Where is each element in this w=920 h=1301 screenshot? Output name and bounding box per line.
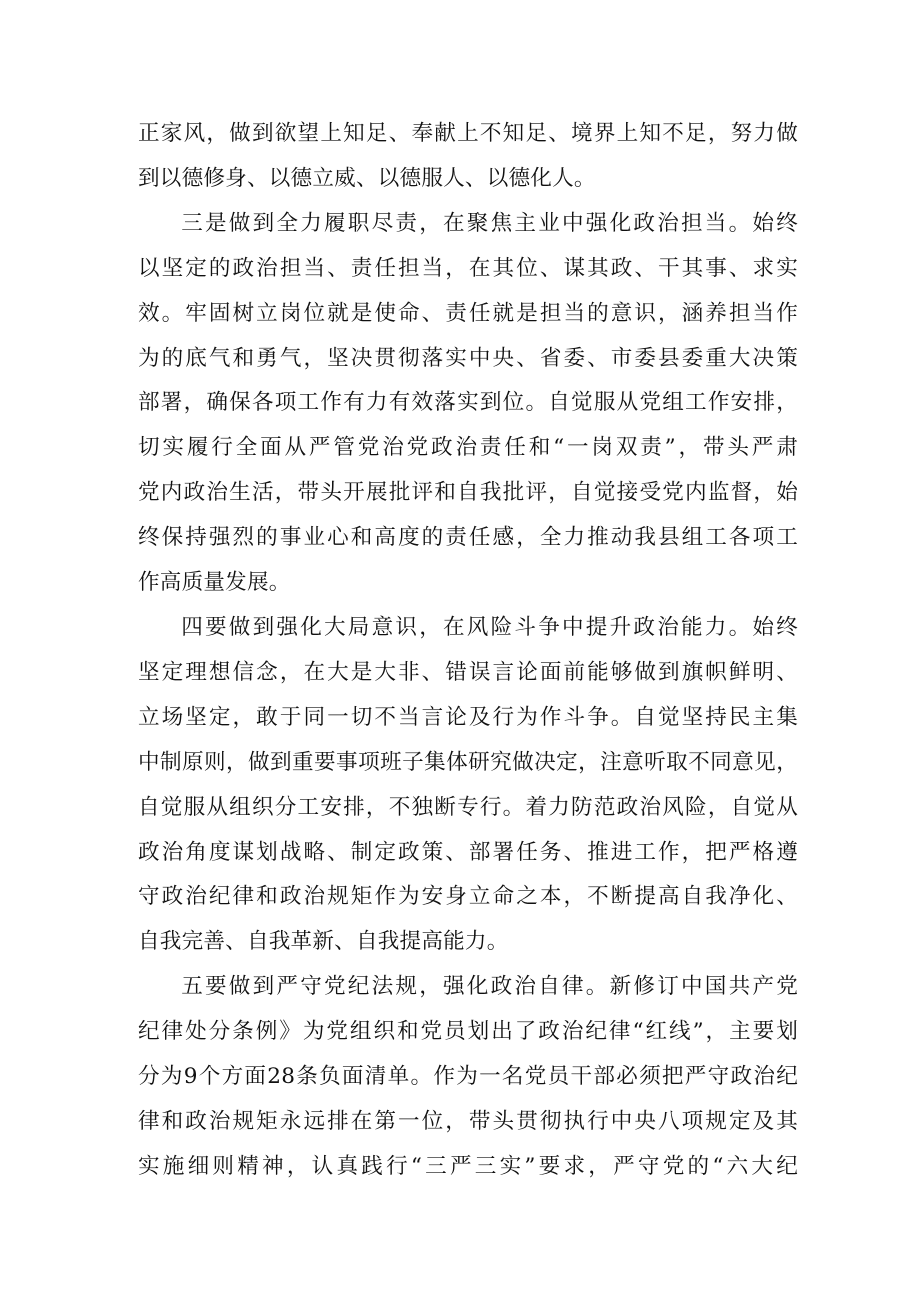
text-line: 政治角度谋划战略、制定政策、部署任务、推进工作，把严格遵 xyxy=(138,839,798,865)
text-line: 中制原则，做到重要事项班子集体研究做决定，注意听取不同意见， xyxy=(138,749,798,775)
text-line: 纪律处分条例》为党组织和党员划出了政治纪律“红线”，主要划 xyxy=(138,1019,798,1045)
paragraph-4 xyxy=(138,965,798,1190)
text-line: 效。牢固树立岗位就是使命、责任就是担当的意识，涵养担当作 xyxy=(138,300,798,326)
text-line: 正家风，做到欲望上知足、奉献上不知足、境界上知不足，努力做 xyxy=(138,121,798,146)
text-line: 坚定理想信念，在大是大非、错误言论面前能够做到旗帜鲜明、 xyxy=(138,659,798,685)
text-line: 终保持强烈的事业心和高度的责任感，全力推动我县组工各项工 xyxy=(138,525,798,551)
paragraph-3 xyxy=(138,606,798,965)
text-line: 自觉服从组织分工安排，不独断专行。着力防范政治风险，自觉从 xyxy=(138,794,798,820)
document-body xyxy=(138,112,798,1190)
text-line: 以坚定的政治担当、责任担当，在其位、谋其政、干其事、求实 xyxy=(138,255,798,281)
text-line: 律和政治规矩永远排在第一位，带头贯彻执行中央八项规定及其 xyxy=(138,1108,798,1134)
text-line: 自我完善、自我革新、自我提高能力。 xyxy=(138,929,509,955)
text-line: 切实履行全面从严管党治党政治责任和“一岗双责”，带头严肃 xyxy=(138,435,798,461)
paragraph-1 xyxy=(138,112,798,202)
text-line: 部署，确保各项工作有力有效落实到位。自觉服从党组工作安排， xyxy=(138,390,798,416)
text-line: 五要做到严守党纪法规，强化政治自律。新修订中国共产党 xyxy=(181,974,798,1000)
text-line: 到以德修身、以德立威、以德服人、以德化人。 xyxy=(138,165,596,191)
text-line: 三是做到全力履职尽责，在聚焦主业中强化政治担当。始终 xyxy=(181,210,798,236)
text-line: 分为9个方面28条负面清单。作为一名党员干部必须把严守政治纪 xyxy=(138,1064,798,1090)
text-line: 四要做到强化大局意识，在风险斗争中提升政治能力。始终 xyxy=(181,614,798,640)
text-line: 守政治纪律和政治规矩作为安身立命之本，不断提高自我净化、 xyxy=(138,884,798,910)
paragraph-2 xyxy=(138,202,798,606)
text-line: 为的底气和勇气，坚决贯彻落实中央、省委、市委县委重大决策 xyxy=(138,345,798,371)
text-line: 实施细则精神，认真践行“三严三实”要求，严守党的“六大纪 xyxy=(138,1153,798,1179)
text-line: 作高质量发展。 xyxy=(138,570,291,596)
text-line: 立场坚定，敢于同一切不当言论及行为作斗争。自觉坚持民主集 xyxy=(138,704,798,730)
text-line: 党内政治生活，带头开展批评和自我批评，自觉接受党内监督，始 xyxy=(138,480,798,506)
